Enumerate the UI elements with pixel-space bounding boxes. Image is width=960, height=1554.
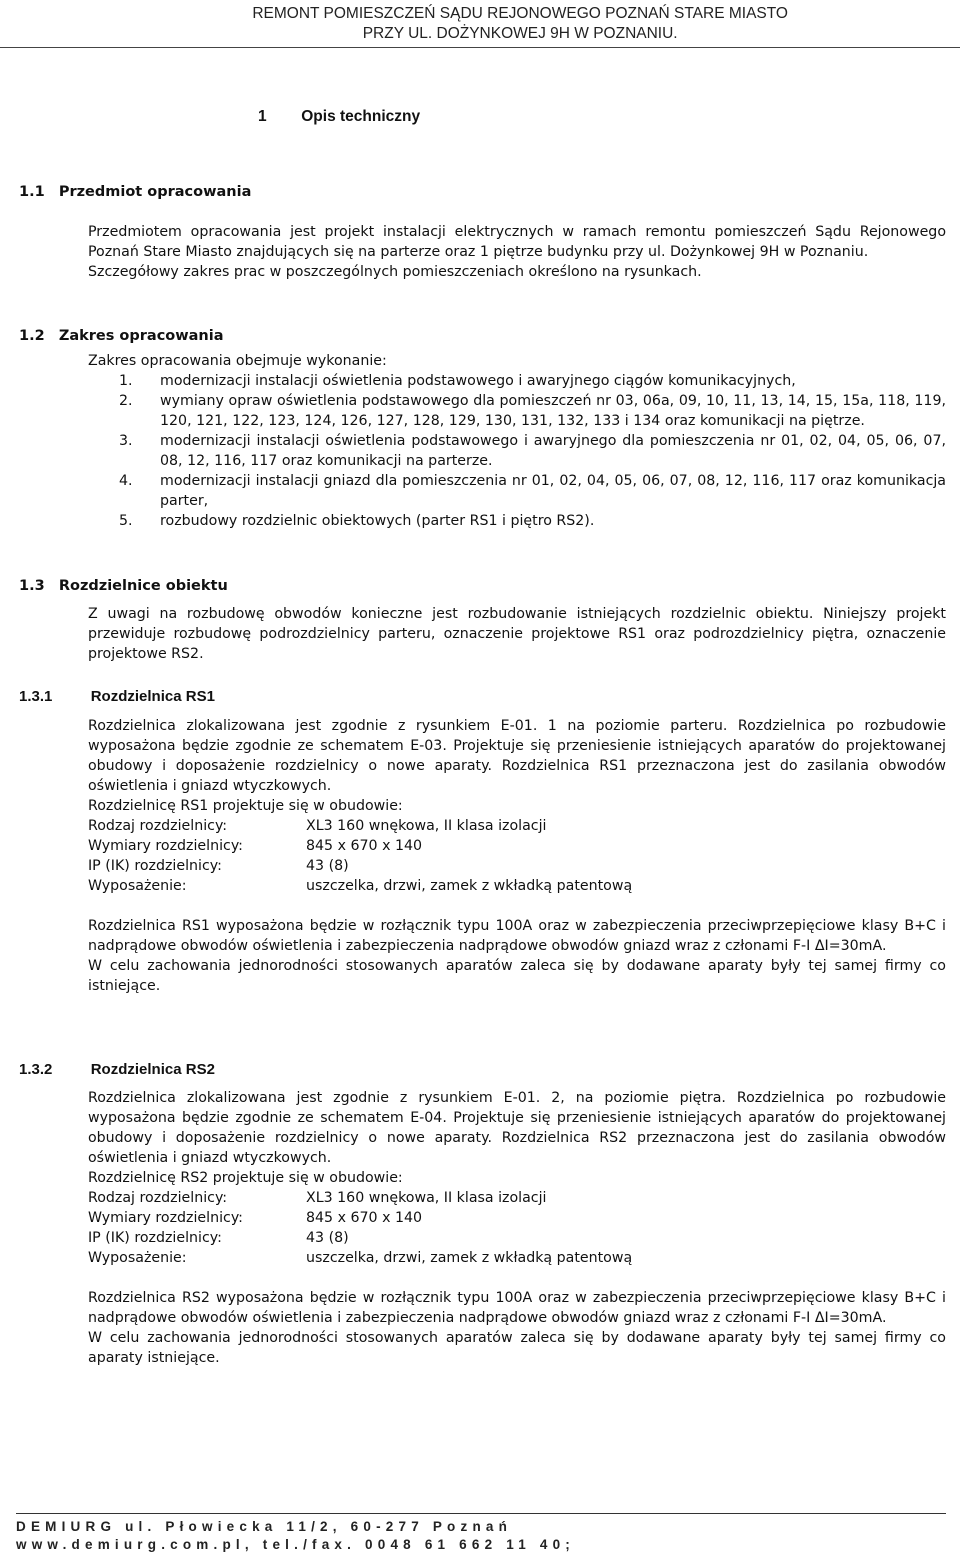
list-item (119, 371, 946, 391)
section-1-title: Opis techniczny (301, 108, 421, 125)
spec-value: uszczelka, drzwi, zamek z wkładką patentową (306, 878, 633, 894)
section-1-3-1-heading (19, 688, 215, 705)
section-1-2-intro: Zakres opracowania obejmuje wykonanie: (88, 353, 387, 369)
section-1-3-1-paragraph-2: Rozdzielnica RS1 wyposażona będzie w rozłącznik typu 100A oraz w zabezpieczenia przeciwprzepięciowe klasy B+C i nadprądowe obwodów oświetlenia i zabezpieczenia nadprądowe obwodów gniazd wraz z członami F-I ΔI=30mA. (88, 918, 946, 954)
spec-value: XL3 160 wnękowa, II klasa izolacji (306, 1190, 547, 1206)
spec-label: Wymiary rozdzielnicy: (88, 838, 243, 854)
spec-value: uszczelka, drzwi, zamek z wkładką patentową (306, 1250, 633, 1266)
section-1-3-paragraph: Z uwagi na rozbudowę obwodów konieczne jest rozbudowanie istniejących rozdzielnic obiektu. Niniejszy projekt przewiduje rozbudowę podrozdzielnicy parteru, oznaczenie projektowe RS1 oraz podrozdzielnicy piętra, oznaczenie projektowe RS2. (88, 606, 946, 662)
section-1-3-1-number: 1.3.1 (19, 688, 53, 705)
section-1-1-body (88, 222, 946, 282)
header-divider (0, 47, 960, 48)
section-1-3-2-spec-table (88, 1188, 946, 1268)
list-item-text: rozbudowy rozdzielnic obiektowych (parter RS1 i piętro RS2). (160, 513, 595, 529)
spec-label: Wyposażenie: (88, 878, 187, 894)
header-line-1: REMONT POMIESZCZEŃ SĄDU REJONOWEGO POZNAŃ STARE MIASTO (252, 5, 788, 22)
list-item-number: 1. (119, 373, 133, 389)
list-item-number: 3. (119, 433, 133, 449)
header-line-2: PRZY UL. DOŻYNKOWEJ 9H W POZNANIU. (362, 25, 678, 42)
section-1-3-1-paragraph-3: W celu zachowania jednorodności stosowanych aparatów zaleca się by dodawane aparaty były tej samej firmy co istniejące. (88, 958, 946, 994)
list-item-number: 2. (119, 393, 133, 409)
section-1-3-2-number: 1.3.2 (19, 1061, 53, 1078)
footer-address: DEMIURG ul. Płowiecka 11/2, 60-277 Poznań (16, 1519, 513, 1534)
list-item-number: 4. (119, 473, 133, 489)
section-1-3-heading (19, 578, 228, 594)
list-item-number: 5. (119, 513, 133, 529)
section-1-3-2-spec-intro: Rozdzielnicę RS2 projektuje się w obudowie: (88, 1170, 403, 1186)
scope-list (119, 371, 946, 531)
spec-value: XL3 160 wnękowa, II klasa izolacji (306, 818, 547, 834)
section-1-3-2-paragraph-2: Rozdzielnica RS2 wyposażona będzie w rozłącznik typu 100A oraz w zabezpieczenia przeciwprzepięciowe klasy B+C i nadprądowe obwodów oświetlenia i zabezpieczenia nadprądowe obwodów gniazd wraz z członami F-I ΔI=30mA. (88, 1290, 946, 1326)
list-item (119, 431, 946, 471)
section-1-3-2-paragraph-3: W celu zachowania jednorodności stosowanych aparatów zaleca się by dodawane aparaty były tej samej firmy co aparaty istniejące. (88, 1330, 946, 1366)
section-1-3-title: Rozdzielnice obiektu (58, 578, 228, 594)
spec-label: IP (IK) rozdzielnicy: (88, 1230, 222, 1246)
section-1-2-body (88, 351, 946, 531)
section-1-3-2-title: Rozdzielnica RS2 (90, 1061, 215, 1078)
list-item-text: modernizacji instalacji gniazd dla pomieszczenia nr 01, 02, 04, 05, 06, 07, 08, 12, 116, 117 oraz komunikacja parter, (160, 473, 946, 509)
section-1-3-2-body (88, 1088, 946, 1368)
section-1-3-number: 1.3 (19, 578, 45, 594)
spec-label: Wymiary rozdzielnicy: (88, 1210, 243, 1226)
spec-value: 43 (8) (306, 858, 349, 874)
section-1-1-paragraph-1: Przedmiotem opracowania jest projekt instalacji elektrycznych w ramach remontu pomieszczeń Sądu Rejonowego Poznań Stare Miasto znajdujących się na parterze oraz 1 piętrze budynku przy ul. Dożynkowej 9H w Poznaniu. (88, 224, 946, 260)
section-1-3-1-title: Rozdzielnica RS1 (90, 688, 215, 705)
section-1-1-heading (19, 184, 251, 200)
section-1-3-1-spec-intro: Rozdzielnicę RS1 projektuje się w obudowie: (88, 798, 403, 814)
section-1-1-number: 1.1 (19, 184, 45, 200)
section-1-2-title: Zakres opracowania (58, 328, 224, 344)
list-item-text: modernizacji instalacji oświetlenia podstawowego i awaryjnego dla pomieszczenia nr 01, 02, 04, 05, 06, 07, 08, 12, 116, 117 oraz komunikacji na parterze. (160, 433, 946, 469)
section-1-1-title: Przedmiot opracowania (58, 184, 252, 200)
list-item-text: wymiany opraw oświetlenia podstawowego dla pomieszczeń nr 03, 06a, 09, 10, 11, 13, 14, 15, 15a, 118, 119, 120, 121, 122, 123, 124, 126, 127, 128, 129, 130, 131, 132, 133 i 134 oraz komunikacji na piętrze. (160, 393, 946, 429)
section-1-3-1-paragraph-1: Rozdzielnica zlokalizowana jest zgodnie z rysunkiem E-01. 1 na poziomie parteru. Rozdzielnica po rozbudowie wyposażona będzie zgodnie ze schematem E-03. Projektuje się przeniesienie istniejących aparatów do projektowanej obudowy i doposażenie rozdzielnicy o nowe aparaty. Rozdzielnica RS1 przeznaczona jest do zasilania obwodów oświetlenia i gniazd wtyczkowych. (88, 718, 946, 794)
section-1-heading (258, 108, 420, 126)
spec-value: 43 (8) (306, 1230, 349, 1246)
section-1-3-1-body (88, 716, 946, 996)
spec-value: 845 x 670 x 140 (306, 838, 423, 854)
section-1-number: 1 (258, 108, 267, 125)
section-1-2-heading (19, 328, 224, 344)
footer-contact: www.demiurg.com.pl, tel./fax. 0048 61 662 11 40; (16, 1537, 575, 1552)
section-1-3-2-paragraph-1: Rozdzielnica zlokalizowana jest zgodnie z rysunkiem E-01. 2, na poziomie piętra. Rozdzielnica po rozbudowie wyposażona będzie zgodnie ze schematem E-04. Projektuje się przeniesienie istniejących aparatów do projektowanej obudowy i doposażenie rozdzielnicy o nowe aparaty. Rozdzielnica RS2 przeznaczona jest do zasilania obwodów oświetlenia i gniazd wtyczkowych. (88, 1090, 946, 1166)
list-item (119, 511, 946, 531)
page-header (252, 4, 788, 44)
spec-label: Rodzaj rozdzielnicy: (88, 1190, 228, 1206)
list-item (119, 471, 946, 511)
list-item (119, 391, 946, 431)
spec-label: IP (IK) rozdzielnicy: (88, 858, 222, 874)
section-1-2-number: 1.2 (19, 328, 45, 344)
section-1-1-paragraph-2: Szczegółowy zakres prac w poszczególnych pomieszczeniach określono na rysunkach. (88, 264, 702, 280)
section-1-3-1-spec-table (88, 816, 946, 896)
list-item-text: modernizacji instalacji oświetlenia podstawowego i awaryjnego ciągów komunikacyjnych, (160, 373, 796, 389)
section-1-3-2-heading (19, 1061, 215, 1078)
spec-label: Wyposażenie: (88, 1250, 187, 1266)
spec-label: Rodzaj rozdzielnicy: (88, 818, 228, 834)
spec-value: 845 x 670 x 140 (306, 1210, 423, 1226)
footer-divider (16, 1513, 946, 1514)
